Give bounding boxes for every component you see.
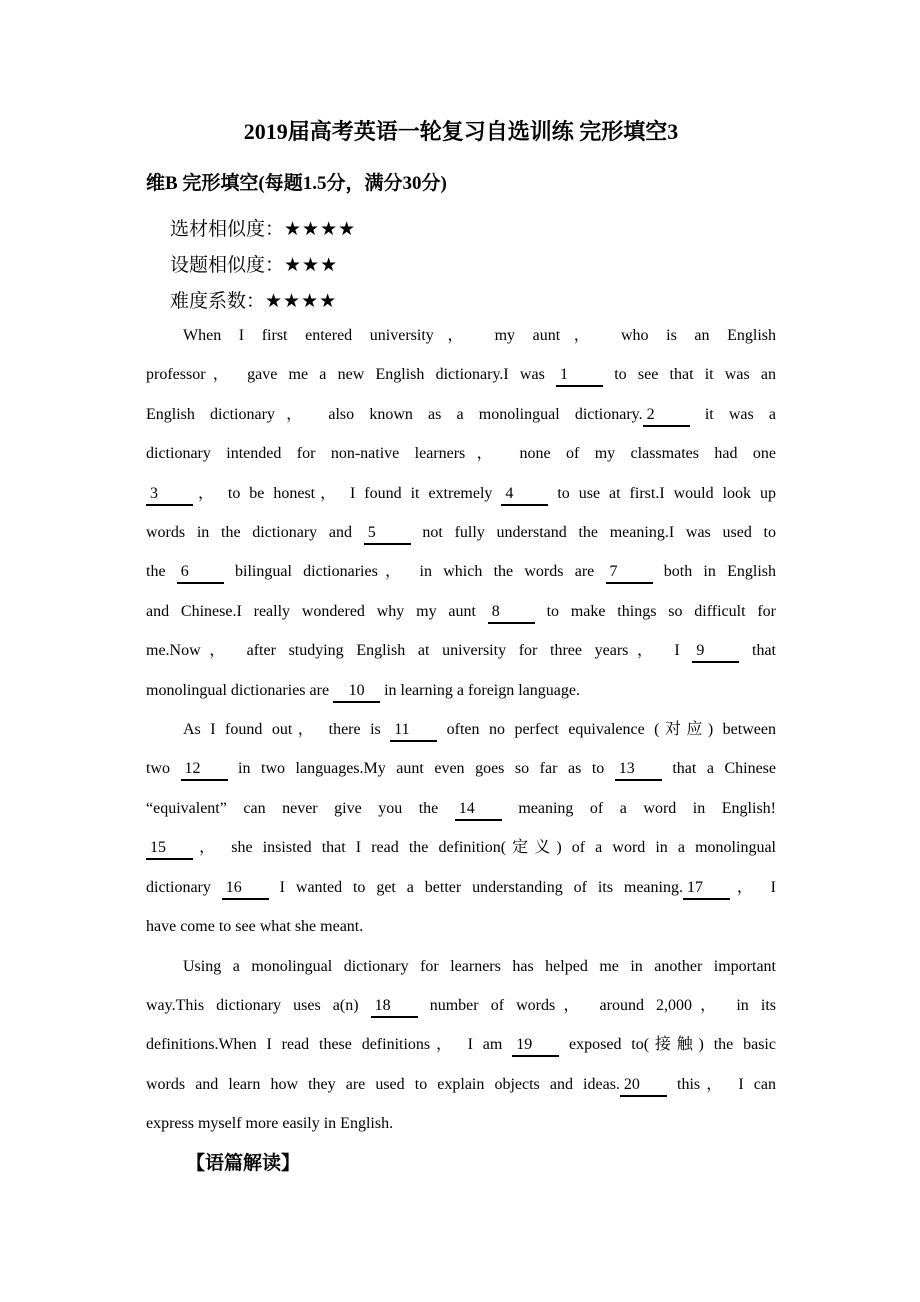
passage-line: dictionary 16 I wanted to get a better understanding of its meaning. 17 ， I — [146, 868, 776, 907]
passage-line: me.Now， after studying English at university for three years， I 9 that — [146, 631, 776, 670]
passage-line: “equivalent” can never give you the 14 meaning of a word in English! — [146, 789, 776, 828]
cloze-blank-5: 5 — [364, 523, 411, 545]
document-title: 2019届高考英语一轮复习自选训练 完形填空3 — [243, 119, 679, 144]
star-rating-icon: ★★★ — [284, 255, 339, 276]
passage-line: As I found out， there is 11 often no perfect equivalence (对应) between — [146, 710, 776, 749]
passage — [146, 316, 776, 1144]
passage-line: 15 ， she insisted that I read the definition(定义) of a word in a monolingual — [146, 828, 776, 867]
passage-line: Using a monolingual dictionary for learners has helped me in another important — [183, 957, 776, 975]
passage-line: 3 ， to be honest， I found it extremely 4 to use at first.I would look up — [146, 474, 776, 513]
cloze-blank-11: 11 — [390, 720, 437, 742]
star-rating-icon: ★★★★ — [284, 219, 357, 240]
passage-line: dictionary intended for non-native learners， none of my classmates had one — [146, 445, 776, 463]
cloze-blank-16: 16 — [222, 878, 269, 900]
rating-label: 难度系数： — [170, 291, 266, 312]
cloze-blank-8: 8 — [488, 602, 535, 624]
rating-label: 设题相似度： — [170, 255, 285, 276]
cloze-blank-10: 10 — [333, 681, 380, 703]
passage-line: When I first entered university， my aunt， who is an English — [183, 327, 776, 344]
cloze-blank-2: 2 — [643, 405, 690, 427]
passage-line: two 12 in two languages.My aunt even goes so far as to 13 that a Chinese — [146, 749, 776, 788]
ratings-block — [170, 212, 776, 320]
cloze-blank-7: 7 — [606, 562, 653, 584]
rating-material-similarity — [170, 212, 776, 248]
rating-question-similarity — [170, 248, 776, 284]
cloze-blank-1: 1 — [556, 365, 603, 387]
cloze-blank-4: 4 — [501, 484, 548, 506]
passage-line: definitions.When I read these definitions， I am 19 exposed to(接触) the basic — [146, 1025, 776, 1064]
cloze-blank-6: 6 — [177, 562, 224, 584]
section-heading: 维B 完形填空(每题1.5分，满分30分) — [146, 173, 447, 194]
cloze-blank-12: 12 — [181, 759, 228, 781]
cloze-blank-3: 3 — [146, 484, 193, 506]
cloze-blank-19: 19 — [512, 1035, 559, 1057]
passage-line: the 6 bilingual dictionaries， in which the words are 7 both in English — [146, 552, 776, 591]
cloze-blank-15: 15 — [146, 838, 193, 860]
passage-line: way.This dictionary uses a(n) 18 number of words， around 2,000， in its — [146, 986, 776, 1025]
passage-line: and Chinese.I really wondered why my aunt 8 to make things so difficult for — [146, 592, 776, 631]
passage-line: English dictionary， also known as a monolingual dictionary. 2 it was a — [146, 395, 776, 434]
passage-line: words and learn how they are used to explain objects and ideas. 20 this， I can — [146, 1065, 776, 1104]
cloze-blank-20: 20 — [620, 1075, 667, 1097]
cloze-blank-14: 14 — [455, 799, 502, 821]
passage-line: professor， gave me a new English dictionary.I was 1 to see that it was an — [146, 355, 776, 394]
cloze-blank-9: 9 — [692, 641, 739, 663]
passage-line: words in the dictionary and 5 not fully understand the meaning.I was used to — [146, 513, 776, 552]
passage-line: have come to see what she meant. — [146, 918, 364, 936]
passage-line: express myself more easily in English. — [146, 1115, 394, 1133]
cloze-blank-13: 13 — [615, 759, 662, 781]
analysis-heading: 【语篇解读】 — [186, 1152, 301, 1174]
star-rating-icon: ★★★★ — [265, 291, 338, 312]
cloze-blank-18: 18 — [371, 996, 418, 1018]
rating-difficulty — [170, 284, 776, 320]
passage-line: monolingual dictionaries are 10 in learning a foreign language. — [146, 671, 776, 710]
cloze-blank-17: 17 — [683, 878, 730, 900]
rating-label: 选材相似度： — [170, 219, 285, 240]
